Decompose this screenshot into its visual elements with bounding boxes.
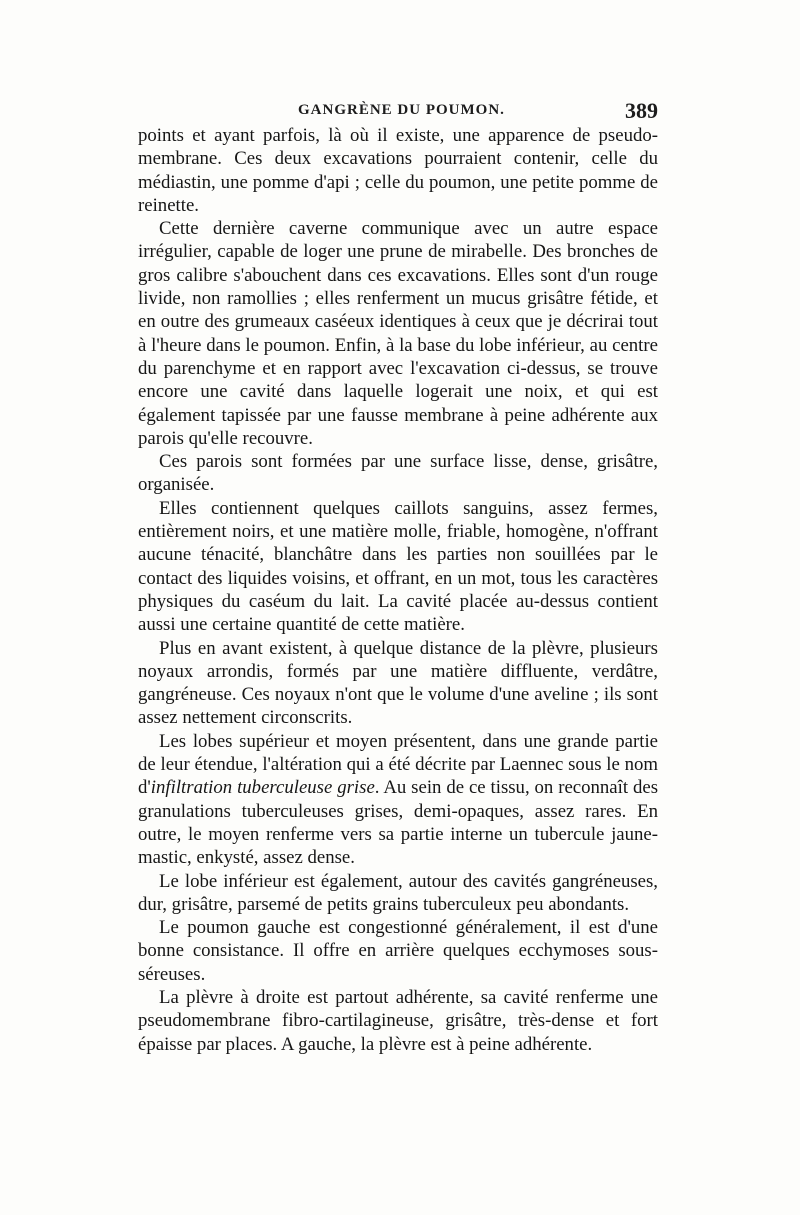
running-title: GANGRÈNE DU POUMON. <box>298 102 505 118</box>
paragraph-9: La plèvre à droite est partout adhérente, sa cavité renferme une pseudomembrane fibro-cartilagineuse, grisâtre, très-dense et fort épaisse par places. A gauche, la plèvre est à peine adhérente. <box>138 986 658 1055</box>
paragraph-6 <box>138 730 658 870</box>
paragraph-6-italic-term: infiltration tuberculeuse grise <box>150 777 375 799</box>
body-text <box>138 124 658 1056</box>
page-number: 389 <box>625 98 658 123</box>
paragraph-8: Le poumon gauche est congestionné généralement, il est d'une bonne consistance. Il offre en arrière quelques ecchymoses sous-séreuses. <box>138 917 658 985</box>
paragraph-6-text-end: . Au sein de ce tissu, on reconnaît des granulations tuberculeuses grises, demi-opaques, assez rares. En outre, le moyen renferme vers sa partie interne un tubercule jaune-mastic, enkysté, assez dense. <box>138 777 659 869</box>
running-head <box>138 98 658 126</box>
paragraph-7: Le lobe inférieur est également, autour des cavités gangréneuses, dur, grisâtre, parsemé de petits grains tuberculeux peu abondants. <box>138 870 658 915</box>
paragraph-2: Cette dernière caverne communique avec un autre espace irrégulier, capable de loger une prune de mirabelle. Des bronches de gros calibre s'abouchent dans ces excavations. Elles sont d'un rouge livide, non ramollies ; elles renferment un mucus grisâtre fétide, et en outre des grumeaux caséeux identiques à ceux que je décrirai tout à l'heure dans le poumon. Enfin, à la base du lobe inférieur, au centre du parenchyme et en rapport avec l'excavation ci-dessus, se trouve encore une cavité dans laquelle logerait une noix, et qui est également tapissée par une fausse membrane à peine adhérente aux parois qu'elle recouvre. <box>138 218 658 449</box>
paragraph-4: Elles contiennent quelques caillots sanguins, assez fermes, entièrement noirs, et une matière molle, friable, homogène, n'offrant aucune ténacité, blanchâtre dans les parties non souillées par le contact des liquides voisins, et offrant, en un mot, tous les caractères physiques du caséum du lait. La cavité placée au-dessus contient aussi une certaine quantité de cette matière. <box>138 497 658 636</box>
paragraph-5: Plus en avant existent, à quelque distance de la plèvre, plusieurs noyaux arrondis, formés par une matière diffluente, verdâtre, gangréneuse. Ces noyaux n'ont que le volume d'une aveline ; ils sont assez nettement circonscrits. <box>138 637 658 729</box>
paragraph-6-text-start: Les lobes supérieur et moyen présentent, dans une grande partie de leur étendue, l'altération qui a été décrite par Laennec sous le nom d' <box>138 730 658 799</box>
paragraph-3: Ces parois sont formées par une surface lisse, dense, grisâtre, organisée. <box>138 451 658 496</box>
paragraph-1: points et ayant parfois, là où il existe, une apparence de pseudo-membrane. Ces deux excavations pourraient contenir, celle du médiastin, une pomme d'api ; celle du poumon, une petite pomme de reinette. <box>138 125 658 216</box>
